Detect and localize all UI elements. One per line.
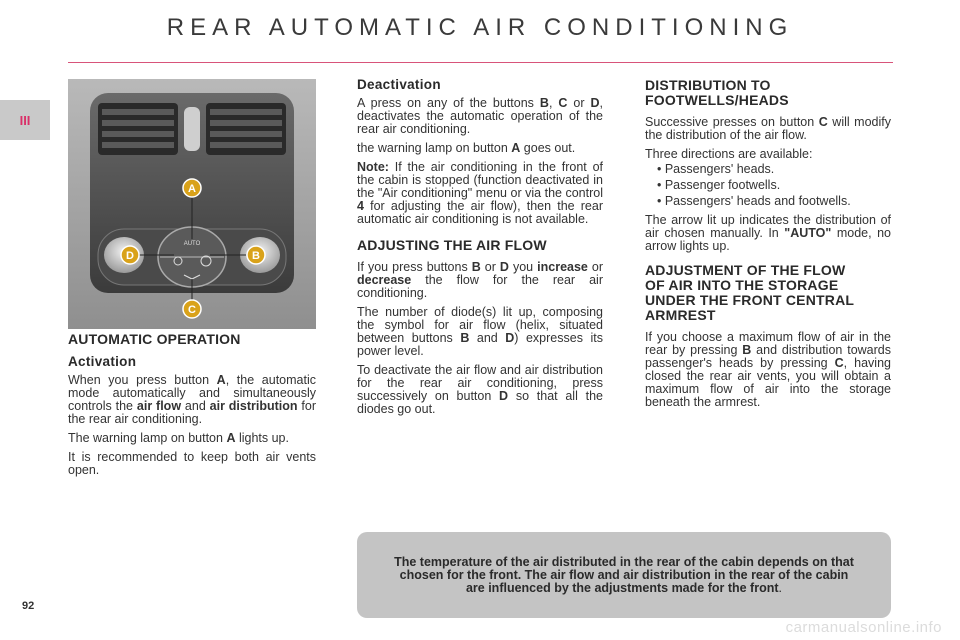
watermark: carmanualsonline.info (785, 619, 942, 636)
distribution-heading: DISTRIBUTION TO FOOTWELLS/HEADS (645, 77, 789, 108)
deactivation-heading: Deactivation (357, 77, 441, 92)
distribution-paragraph-1: Successive presses on button C will modify the distribution of the air flow. (645, 115, 892, 142)
activation-paragraph-3: It is recommended to keep both air vents open. (68, 450, 316, 477)
svg-text:B: B (252, 250, 260, 262)
storage-paragraph-1: If you choose a maximum flow of air in the rear by pressing B and distribution towards passenger's heads by pressing C, having closed the rear air vents, you will obtain a maximum flow of air into the storage beneath the armrest. (645, 330, 891, 409)
column-middle (357, 78, 603, 422)
console-figure (68, 79, 316, 329)
column-left (68, 332, 316, 483)
console-illustration (68, 79, 316, 329)
adjusting-air-flow-heading: ADJUSTING THE AIR FLOW (357, 237, 547, 253)
list-item: • Passenger footwells. (657, 178, 781, 192)
label-d (121, 246, 139, 264)
page-number: 92 (22, 600, 35, 612)
distribution-paragraph-3: The arrow lit up indicates the distribution of air chosen manually. In "AUTO" mode, no arrow lights up. (645, 213, 891, 253)
label-a (183, 179, 201, 197)
page-title: REAR AUTOMATIC AIR CONDITIONING (166, 14, 794, 41)
activation-heading: Activation (68, 354, 137, 369)
automatic-operation-heading: AUTOMATIC OPERATION (68, 331, 241, 347)
label-b (247, 246, 265, 264)
deactivation-note: Note: If the air conditioning in the front of the cabin is stopped (function deactivated in the "Air conditioning" menu or via the control 4 for adjusting the air flow), then the rear automatic air conditioning is not available. (357, 160, 603, 226)
activation-paragraph-1: When you press button A, the automatic mode automatically and simultaneously controls the air flow and air distribution for the rear air conditioning. (68, 373, 317, 426)
list-item: • Passengers' heads. (657, 162, 775, 176)
left-air-vent (98, 103, 178, 155)
section-tab: III (0, 100, 50, 140)
air-flow-paragraph-2: The number of diode(s) lit up, composing the symbol for air flow (helix, situated between buttons B and D) expresses its power level. (357, 305, 603, 358)
note-text: The temperature of the air distributed in the rear of the cabin depends on that chosen for the front. The air flow and air distribution in the rear of the cabin are influenced by the adjustments made for the front. (394, 554, 854, 595)
right-air-vent (206, 103, 286, 155)
vent-thumbwheel (184, 107, 200, 151)
label-c (183, 300, 201, 318)
deactivation-paragraph-1: A press on any of the buttons B, C or D, deactivates the automatic operation of the rear air conditioning. (357, 96, 604, 136)
auto-button-text: AUTO (183, 241, 201, 247)
air-flow-paragraph-1: If you press buttons B or D you increase or decrease the flow for the rear air conditioning. (357, 260, 604, 300)
list-item: • Passengers' heads and footwells. (657, 194, 851, 208)
title-rule (68, 62, 893, 63)
svg-text:C: C (188, 304, 196, 316)
column-right (645, 78, 891, 415)
distribution-paragraph-2: Three directions are available: (645, 147, 813, 161)
storage-heading: ADJUSTMENT OF THE FLOW OF AIR INTO THE STORAGE UNDER THE FRONT CENTRAL ARMREST (645, 262, 855, 323)
svg-text:A: A (188, 183, 196, 195)
air-flow-paragraph-3: To deactivate the air flow and air distribution for the rear air conditioning, press successively on button D so that all the diodes go out. (357, 363, 603, 416)
activation-paragraph-2: The warning lamp on button A lights up. (68, 431, 289, 445)
note-box (357, 532, 891, 618)
svg-text:D: D (126, 250, 134, 262)
distribution-directions-list (645, 163, 891, 208)
deactivation-paragraph-2: the warning lamp on button A goes out. (357, 141, 576, 155)
